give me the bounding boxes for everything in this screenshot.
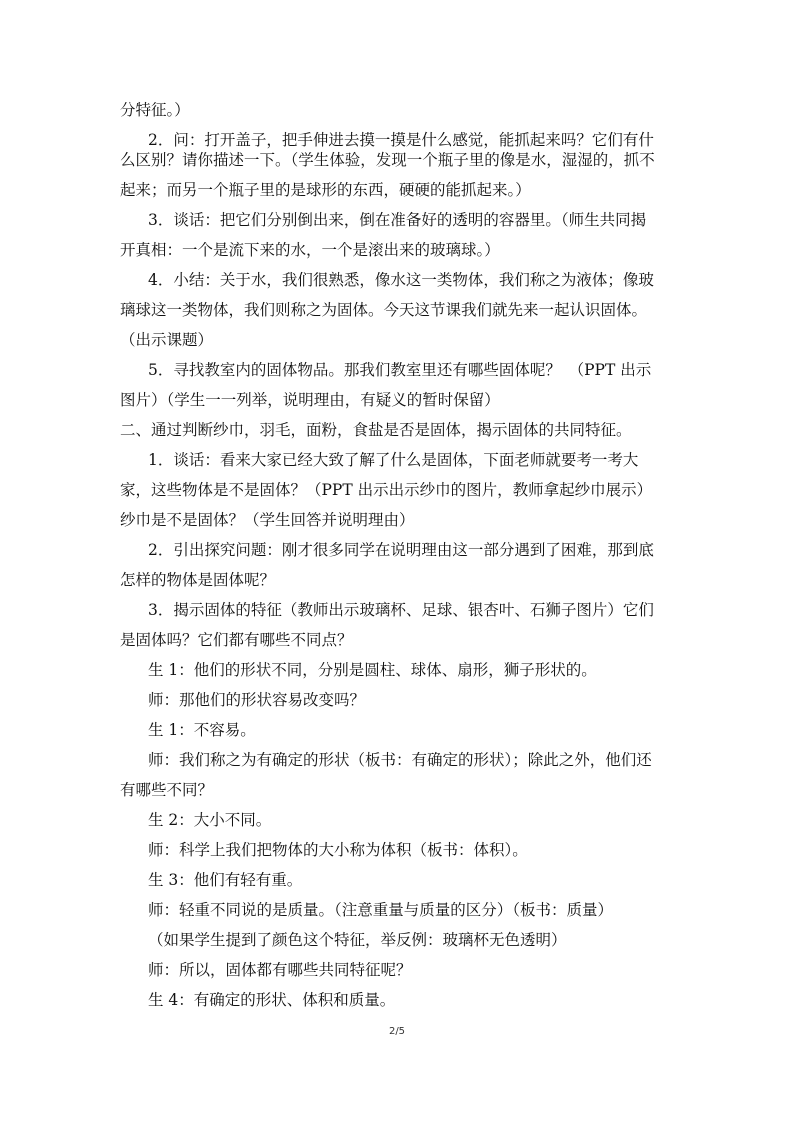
text-line: 3．揭示固体的特征（教师出示玻璃杯、足球、银杏叶、石狮子图片）它们 — [148, 601, 654, 619]
text-line: 生 3：他们有轻有重。 — [148, 871, 303, 889]
text-line: 是固体吗？它们都有哪些不同点？ — [120, 631, 353, 649]
text-line: 3．谈话：把它们分别倒出来，倒在准备好的透明的容器里。（师生共同揭 — [148, 211, 647, 229]
section-heading: 二、通过判断纱巾，羽毛，面粉，食盐是否是固体，揭示固体的共同特征。 — [120, 421, 632, 439]
text-line: 家，这些物体是不是固体？（PPT 出示出示纱巾的图片，教师拿起纱巾展示） — [120, 481, 653, 499]
text-line: 纱巾是不是固体？（学生回答并说明理由） — [120, 511, 415, 529]
text-line: 1．谈话：看来大家已经大致了解了什么是固体，下面老师就要考一考大 — [148, 451, 639, 469]
text-line: 起来；而另一个瓶子里的是球形的东西，硬硬的能抓起来。） — [120, 181, 531, 199]
text-line: 2．引出探究问题：刚才很多同学在说明理由这一部分遇到了困难，那到底 — [148, 541, 654, 559]
text-line: 么区别？请你描述一下。（学生体验，发现一个瓶子里的像是水，湿湿的，抓不 — [120, 151, 655, 169]
text-line: 2．问：打开盖子，把手伸进去摸一摸是什么感觉，能抓起来吗？它们有什 — [148, 131, 654, 149]
text-line: 师：科学上我们把物体的大小称为体积（板书：体积）。 — [148, 841, 528, 859]
text-line: 师：所以，固体都有哪些共同特征呢？ — [148, 961, 412, 979]
text-line: 开真相：一个是流下来的水，一个是滚出来的玻璃球。） — [120, 241, 500, 259]
text-line: 师：我们称之为有确定的形状（板书：有确定的形状）；除此之外，他们还 — [148, 751, 652, 769]
text-line: 生 2：大小不同。 — [148, 811, 272, 829]
text-line: 璃球这一类物体，我们则称之为固体。今天这节课我们就先来一起认识固体。 — [120, 301, 648, 319]
text-line: 师：轻重不同说的是质量。（注意重量与质量的区分）（板书：质量） — [148, 901, 614, 919]
page-number: 2/5 — [388, 1026, 406, 1037]
text-line: （出示课题） — [120, 331, 214, 349]
text-line: 生 1：他们的形状不同，分别是圆柱、球体、扇形，狮子形状的。 — [148, 661, 597, 679]
text-line: 有哪些不同？ — [120, 781, 214, 799]
text-line: 图片）（学生一一列举，说明理由，有疑义的暂时保留） — [120, 391, 500, 409]
text-line: 生 4：有确定的形状、体积和质量。 — [148, 991, 396, 1009]
text-line: 怎样的物体是固体呢？ — [120, 571, 276, 589]
text-line: 生 1：不容易。 — [148, 721, 256, 739]
text-line: 5．寻找教室内的固体物品。那我们教室里还有哪些固体呢？ （PPT 出示 — [148, 361, 652, 379]
text-line: 师：那他们的形状容易改变吗？ — [148, 691, 366, 709]
text-line: 4．小结：关于水，我们很熟悉，像水这一类物体，我们称之为液体；像玻 — [148, 271, 654, 289]
text-line: 分特征。） — [120, 101, 190, 119]
document-body — [120, 100, 680, 1010]
text-line: （如果学生提到了颜色这个特征，举反例：玻璃杯无色透明） — [148, 931, 567, 949]
